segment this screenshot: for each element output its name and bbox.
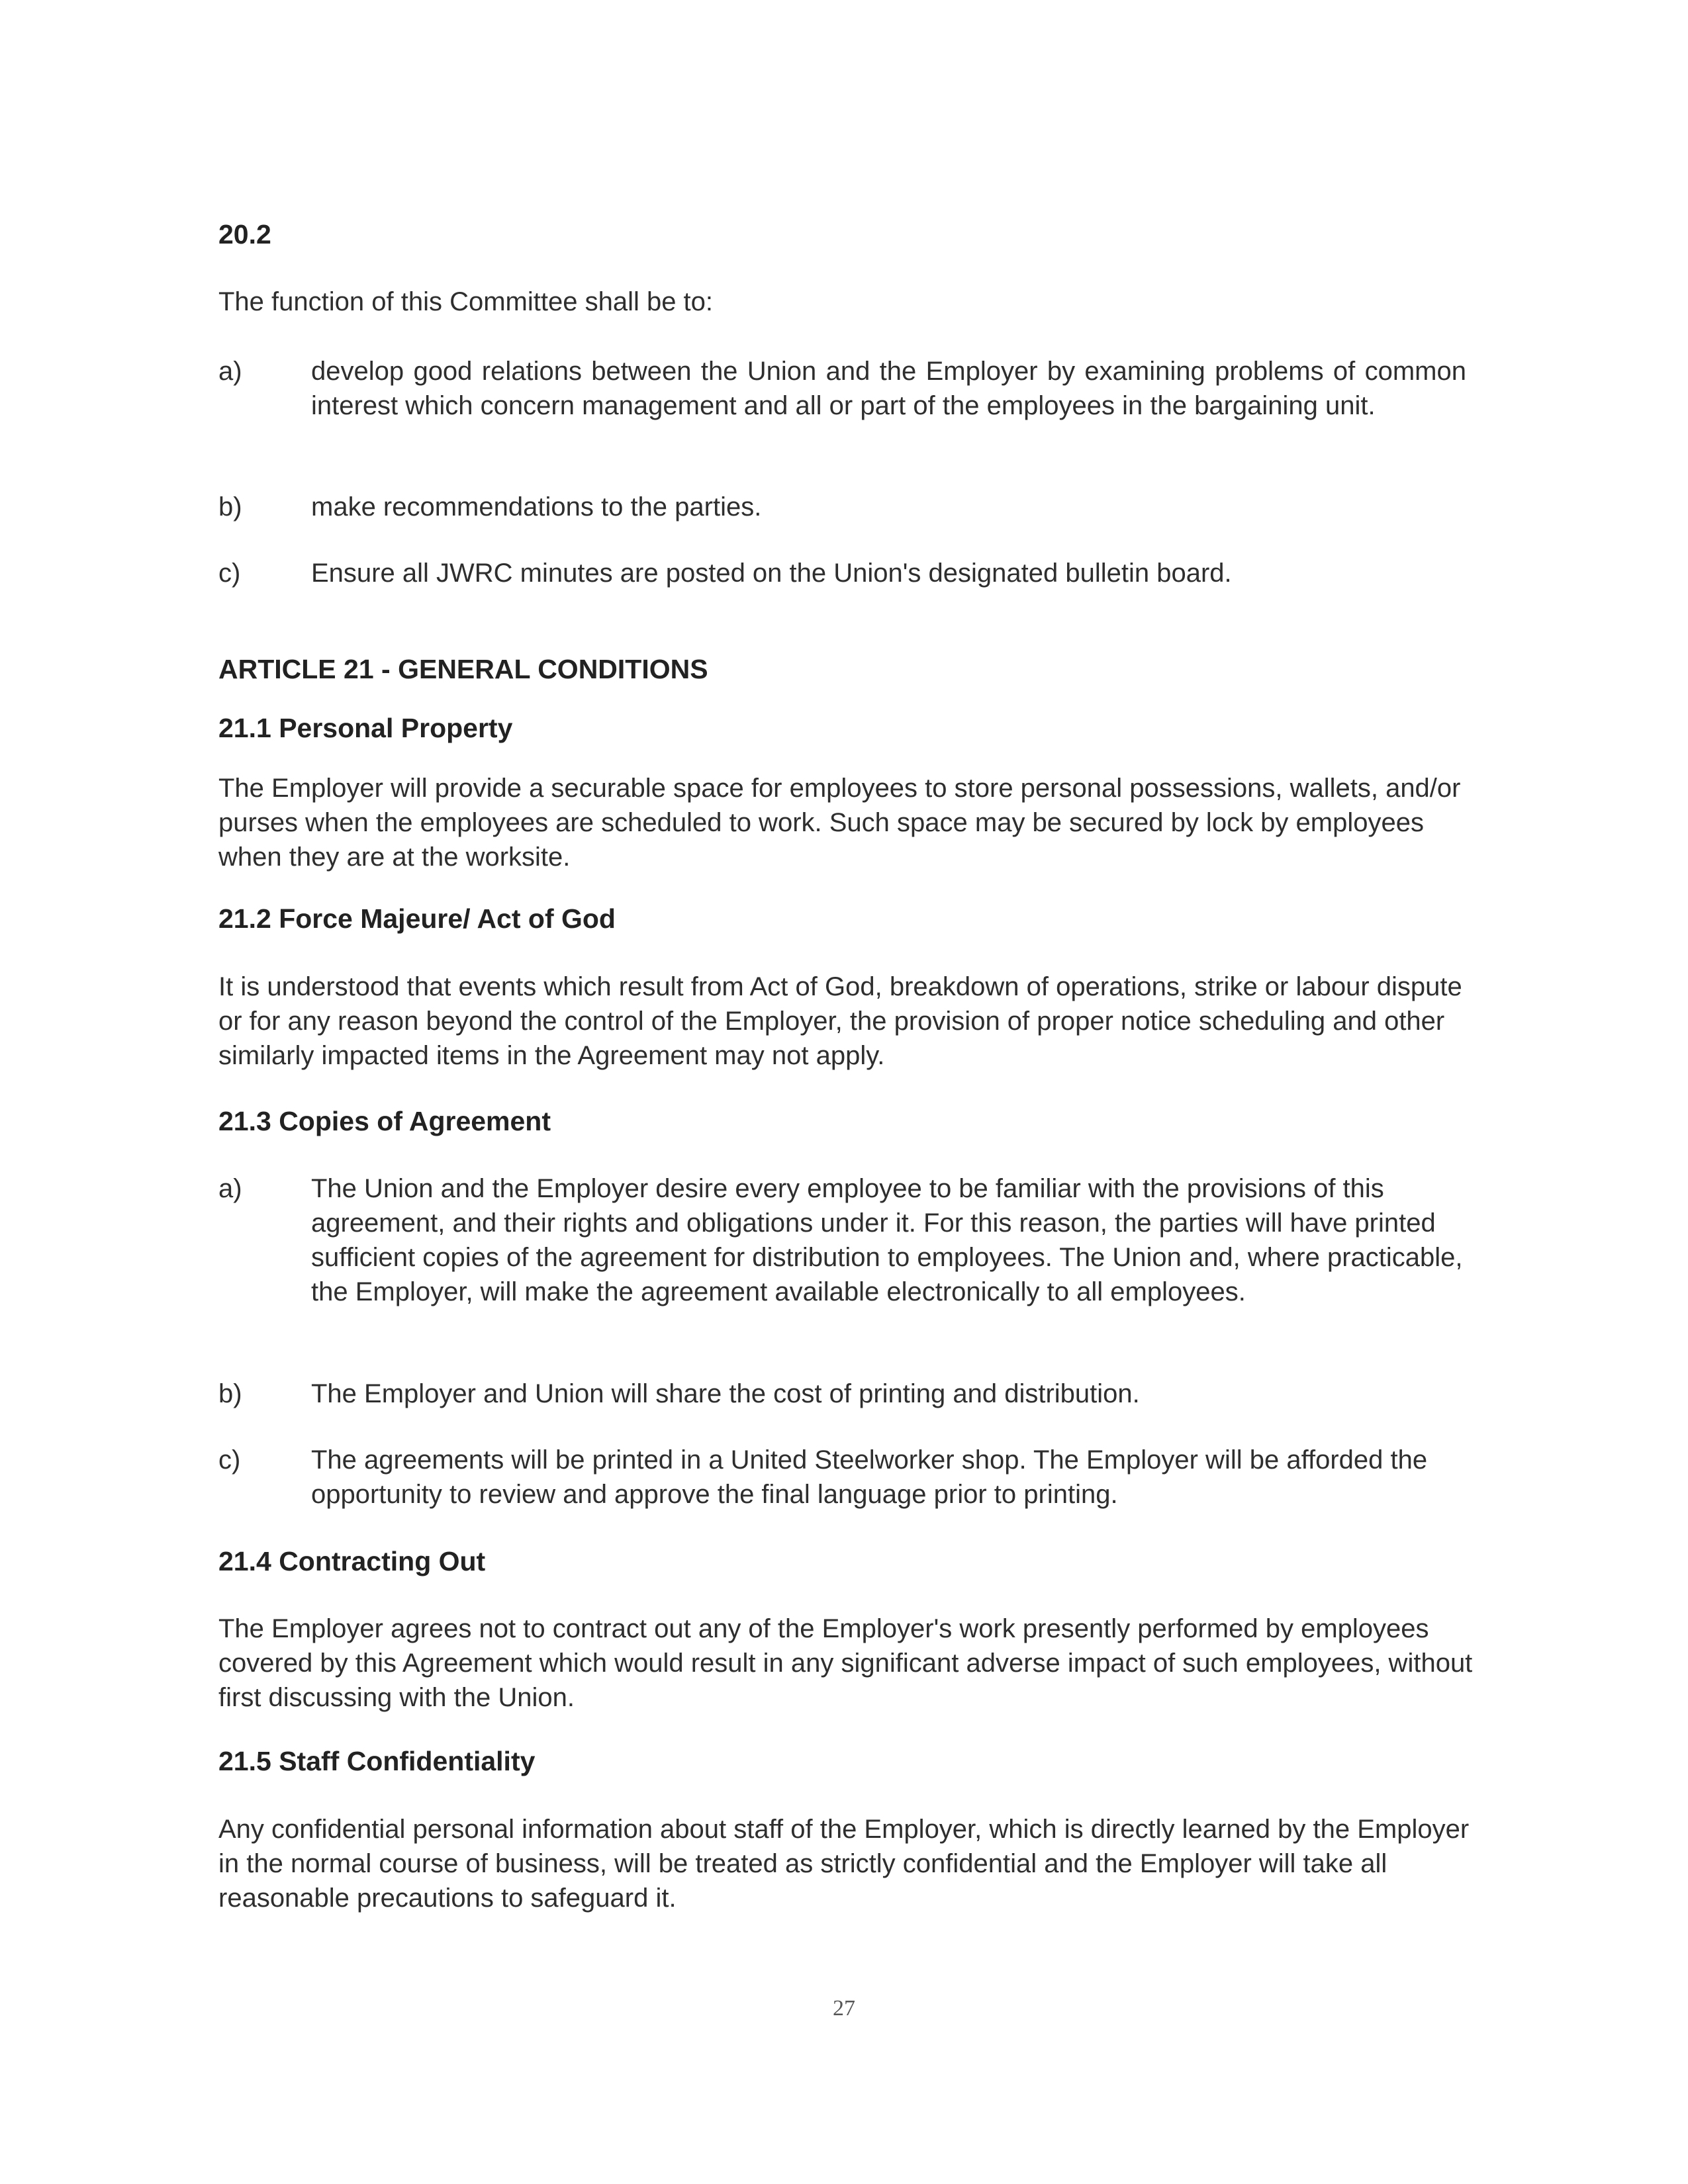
- section-body-21-5: Any confidential personal information about staff of the Employer, which is directly learned by the Employer in the normal course of business, will be treated as strictly confidential and the Employer will take all reasonable precautions to safeguard it.: [218, 1815, 1470, 1913]
- section-body-21-4: The Employer agrees not to contract out any of the Employer's work presently performed by employees covered by this Agreement which would result in any significant adverse impact of such employees, without first discussing with the Union.: [218, 1614, 1473, 1712]
- list-item: [218, 1443, 1476, 1512]
- list-item-label: c): [218, 559, 241, 588]
- list-item-text: make recommendations to the parties.: [311, 492, 762, 522]
- list-item-text: develop good relations between the Union and the Employer by examining problems of common interest which concern management and all or part of the employees in the bargaining unit.: [311, 357, 1466, 420]
- section-number-20-2: 20.2: [218, 219, 271, 250]
- list-item: [218, 1171, 1476, 1309]
- list-item-label: b): [218, 492, 242, 522]
- list-item-label: a): [218, 357, 242, 386]
- list-item: [218, 354, 1476, 423]
- section-heading-21-2: 21.2 Force Majeure/ Act of God: [218, 903, 616, 934]
- section-20-2-intro: The function of this Committee shall be to:: [218, 287, 714, 316]
- section-body-21-2: It is understood that events which result from Act of God, breakdown of operations, strike or labour dispute or for any reason beyond the control of the Employer, the provision of proper notice scheduling and other similarly impacted items in the Agreement may not apply.: [218, 972, 1462, 1070]
- section-heading-21-3: 21.3 Copies of Agreement: [218, 1106, 551, 1136]
- list-item-text: The agreements will be printed in a United Steelworker shop. The Employer will be afforded the opportunity to review and approve the final language prior to printing.: [311, 1445, 1428, 1509]
- list-item: [218, 1377, 1476, 1411]
- list-item-label: a): [218, 1174, 242, 1203]
- section-heading-21-4: 21.4 Contracting Out: [218, 1546, 486, 1576]
- list-item-text: The Employer and Union will share the cost of printing and distribution.: [311, 1379, 1140, 1408]
- list-item-text: The Union and the Employer desire every employee to be familiar with the provisions of this agreement, and their rights and obligations under it. For this reason, the parties will have printed sufficient copies of the agreement for distribution to employees. The Union and, where practicable, the Employer, will make the agreement available electronically to all employees.: [311, 1174, 1463, 1306]
- list-item: [218, 490, 1476, 524]
- section-heading-21-1: 21.1 Personal Property: [218, 713, 513, 743]
- list-item-label: b): [218, 1379, 242, 1408]
- page-number: 27: [833, 1996, 855, 2021]
- list-item-text: Ensure all JWRC minutes are posted on the Union's designated bulletin board.: [311, 559, 1232, 588]
- list-item-label: c): [218, 1445, 241, 1475]
- list-item: [218, 556, 1476, 590]
- section-body-21-1: The Employer will provide a securable space for employees to store personal possessions, wallets, and/or purses when the employees are scheduled to work. Such space may be secured by lock by employees when they are at the worksite.: [218, 774, 1461, 872]
- article-title: ARTICLE 21 - GENERAL CONDITIONS: [218, 654, 708, 684]
- section-heading-21-5: 21.5 Staff Confidentiality: [218, 1746, 536, 1776]
